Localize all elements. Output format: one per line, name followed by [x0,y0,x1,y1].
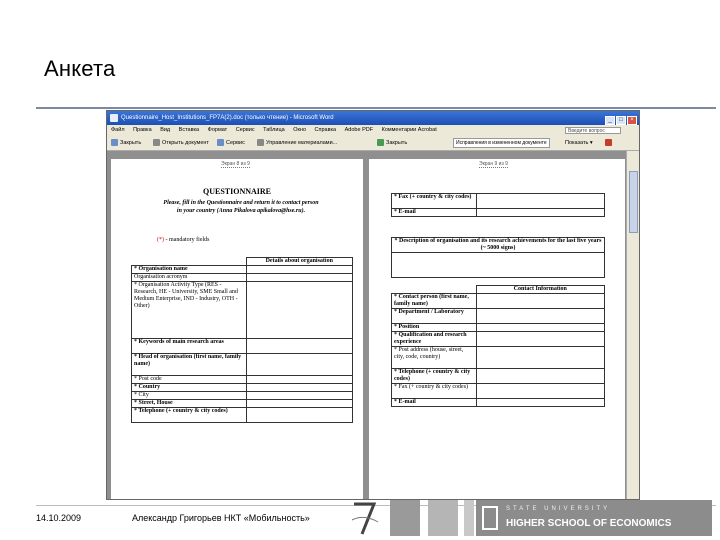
menu-window[interactable]: Окно [293,127,306,133]
table-row: * E-mail [392,209,477,217]
description-input[interactable] [392,253,605,278]
window-titlebar[interactable] [107,111,639,125]
menu-help[interactable]: Справка [314,127,337,133]
questionnaire-title: QUESTIONNAIRE [202,187,271,196]
scroll-thumb[interactable] [629,171,638,233]
footer-text: Александр Григорьев НКТ «Мобильность» [132,513,310,523]
table-header: Contact Information [476,286,605,294]
table-row: * Position [392,324,477,332]
partner-logo-3-icon [464,500,474,536]
input-cell[interactable] [477,209,605,217]
zoom-close-button[interactable]: Закрыть [377,136,407,150]
table-row: * Country [132,384,247,392]
word-window [106,110,640,500]
input-cell[interactable] [476,384,605,399]
menu-format[interactable]: Формат [207,127,228,133]
document-area [107,151,627,499]
maximize-button[interactable]: □ [616,116,626,125]
partner-logo-icon [390,500,420,536]
table-header: Details about organisation [246,258,353,266]
input-cell[interactable] [476,399,605,407]
table-row: Organisation acronym [132,274,247,282]
page-icon [257,139,264,146]
menu-bar [107,125,639,136]
description-table [391,237,605,278]
input-cell[interactable] [246,408,353,423]
input-cell[interactable] [246,282,353,339]
hse-emblem-icon [482,506,498,530]
contact-table [391,285,605,407]
organisation-table [131,257,353,423]
table-row: * Fax (+ country & city codes) [392,384,477,399]
word-app-icon [110,114,118,122]
menu-insert[interactable]: Вставка [178,127,200,133]
input-cell[interactable] [476,294,605,309]
save-icon [111,139,118,146]
close-doc-button[interactable]: Закрыть [111,136,141,150]
menu-adobe-pdf[interactable]: Adobe PDF [344,127,374,133]
table-row: * Telephone (+ country & city codes) [132,408,247,423]
table-row: * Head of organisation (first name, family name) [132,354,247,376]
table-row: * Contact person (first name, family name) [392,294,477,309]
table-row: * City [132,392,247,400]
description-label: * Description of organisation and its research achievements for the last five years (~ 5000 signs) [392,238,605,253]
input-cell[interactable] [246,376,353,384]
hse-logo [476,500,712,536]
open-doc-button[interactable]: Открыть документ [153,136,209,150]
stop-button[interactable] [605,136,614,150]
table-row: * E-mail [392,399,477,407]
table-row: * Post address (house, street, city, code, country) [392,347,477,369]
input-cell[interactable] [476,347,605,369]
markup-mode-select[interactable]: Исправления в измененном документе [453,136,550,150]
mandatory-note: (*) - mandatory fields [157,237,210,243]
input-cell[interactable] [246,339,353,354]
page-header: Экран 8 из 9 [221,161,250,167]
ask-question-input[interactable]: Введите вопрос [565,127,621,134]
table-row: * Organisation Activity Type (RES - Research, HE - University, SME Small and Medium Enterprise, IND - Industry, OTH - Other) [132,282,247,339]
show-button[interactable]: Показать ▾ [565,140,593,146]
input-cell[interactable] [246,274,353,282]
reading-toolbar [107,136,639,151]
fp7-logo-icon [350,500,380,536]
input-cell[interactable] [476,332,605,347]
window-title: Questionnaire_Host_Institutions_FP7A(2).doc (только чтение) - Microsoft Word [121,115,334,121]
tools-button[interactable]: Сервис [217,136,245,150]
input-cell[interactable] [476,369,605,384]
table-row: * Keywords of main research areas [132,339,247,354]
footer-date: 14.10.2009 [36,513,82,523]
menu-table[interactable]: Таблица [263,127,285,133]
table-row: * Post code [132,376,247,384]
input-cell[interactable] [476,309,605,324]
instruction-text: Please, fill in the Questionnaire and return it to contact person in your country (Anna Pikalova apikalova@hse.ru). [163,200,319,214]
input-cell[interactable] [246,266,353,274]
page-right [369,159,625,499]
vertical-scrollbar[interactable] [626,151,639,499]
table-row: * Department / Laboratory [392,309,477,324]
stop-icon [605,139,612,146]
table-row: * Qualification and research experience [392,332,477,347]
menu-view[interactable]: Вид [160,127,171,133]
input-cell[interactable] [246,354,353,376]
input-cell[interactable] [477,194,605,209]
title-divider [36,107,716,109]
fax-email-table [391,193,605,217]
input-cell[interactable] [246,384,353,392]
menu-acrobat-comments[interactable]: Комментарии Acrobat [381,127,437,133]
tools-icon [217,139,224,146]
input-cell[interactable] [246,400,353,408]
menu-edit[interactable]: Правка [133,127,152,133]
table-row: * Organisation name [132,266,247,274]
menu-file[interactable]: Файл [111,127,125,133]
table-row: * Telephone (+ country & city codes) [392,369,477,384]
page-header: Экран 9 из 9 [479,161,508,167]
view-icon [377,139,384,146]
minimize-button[interactable]: _ [605,116,615,125]
slide-title: Анкета [44,56,116,81]
partner-logo-2-icon [428,500,458,536]
menu-tools[interactable]: Сервис [235,127,255,133]
document-icon [153,139,160,146]
input-cell[interactable] [246,392,353,400]
hse-logo-top: STATE UNIVERSITY [506,506,611,512]
table-row: * Fax (+ country & city codes) [392,194,477,209]
page-left [111,159,363,499]
close-window-button[interactable]: × [627,116,637,125]
materials-button[interactable]: Управление материалами... [257,136,337,150]
input-cell[interactable] [476,324,605,332]
table-row: * Street, House [132,400,247,408]
hse-logo-text: HIGHER SCHOOL OF ECONOMICS [506,518,672,529]
